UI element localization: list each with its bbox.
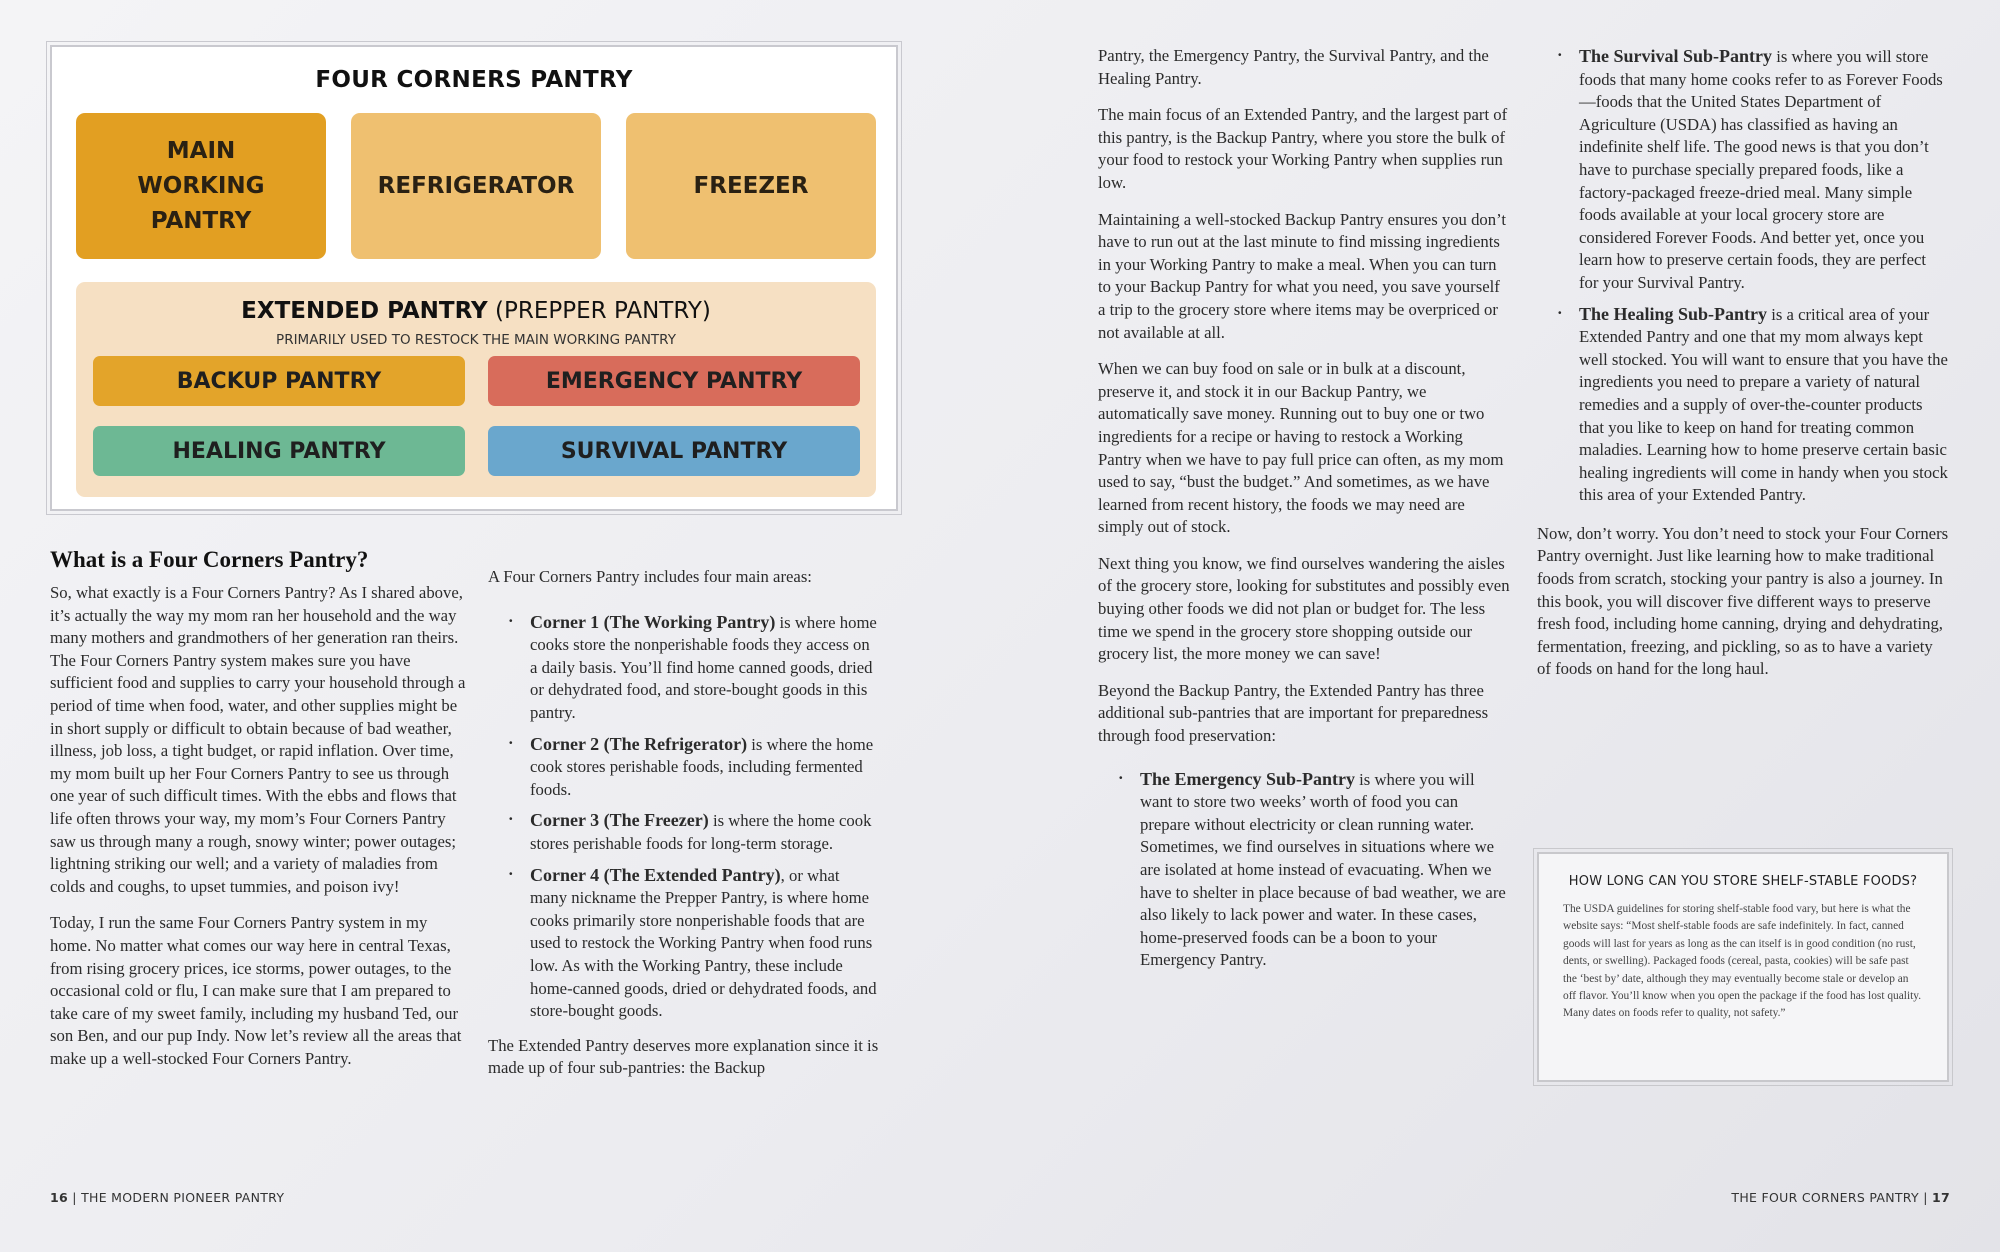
column-3 bbox=[1098, 45, 1510, 980]
diagram-title: FOUR CORNERS PANTRY bbox=[315, 67, 633, 93]
backup-pantry-pill bbox=[93, 356, 465, 406]
list-item-title: The Healing Sub-Pantry bbox=[1579, 303, 1768, 324]
list-item bbox=[488, 864, 880, 1023]
sidebar-body: The USDA guidelines for storing shelf-stable food vary, but here is what the website says: “Most shelf-stable foods are safe indefinitely. In fact, canned goods will last for years as long as the can itself is in good condition (no rust, dents, or swelling). Packaged foods (cereal, pasta, cookies) will be safe past the ‘best by’ date, although they may eventually become stale or develop an off flavor. You’ll know when you open the package if the food has lost quality. Many dates on foods refer to quality, not safety.” bbox=[1563, 903, 1922, 1020]
list-item bbox=[488, 733, 880, 802]
page-number-left: 16 bbox=[50, 1190, 68, 1205]
extended-pantry-alt-title: (PREPPER PANTRY) bbox=[495, 298, 711, 324]
survival-pantry-label: SURVIVAL PANTRY bbox=[560, 438, 788, 464]
column-2 bbox=[488, 566, 880, 1094]
list-item-title: Corner 2 (The Refrigerator) bbox=[530, 733, 748, 754]
book-title: THE MODERN PIONEER PANTRY bbox=[81, 1190, 285, 1205]
list-item-text: is where you will want to store two weeks’ worth of food you can prepare without electricity or clean running water. Sometimes, we find ourselves in situations where we are isolated at home instead of evacuating. When we have to shelter in place because of bad weather, we are also likely to lack power and water. In these cases, home-preserved foods can be a boon to your Emergency Pantry. bbox=[1140, 769, 1506, 970]
freezer-label: FREEZER bbox=[693, 172, 809, 199]
four-corners-diagram bbox=[50, 45, 898, 511]
paragraph: Now, don’t worry. You don’t need to stock your Four Corners Pantry overnight. Just like learning how to make traditional foods from scratch, stocking your pantry is also a journey. In this book, you will discover five different ways to preserve fresh food, including home canning, drying and dehydrating, fermentation, freezing, and pickling, so as to have a variety of foods on hand for the long haul. bbox=[1537, 523, 1949, 679]
refrigerator-label: REFRIGERATOR bbox=[377, 172, 575, 199]
survival-pantry-pill bbox=[488, 426, 860, 476]
list-item-title: The Emergency Sub-Pantry bbox=[1140, 768, 1355, 789]
list-item-text: is where the home cook stores perishable foods for long-term storage. bbox=[530, 811, 872, 853]
list-item bbox=[488, 611, 880, 725]
emergency-pantry-pill bbox=[488, 356, 860, 406]
extended-pantry-subtitle: PRIMARILY USED TO RESTOCK THE MAIN WORKING PANTRY bbox=[276, 332, 676, 348]
list-item-text: is where you will store foods that many home cooks refer to as Forever Foods—foods that the United States Department of Agriculture (USDA) has classified as having an indefinite shelf life. The good news is that you don’t have to purchase specially prepared foods, like a factory-packaged freeze-dried meal. Many simple foods available at your local grocery store are considered Forever Foods. And better yet, once you learn how to preserve certain foods, they are perfect for your Survival Pantry. bbox=[1579, 47, 1943, 292]
list-item bbox=[1537, 303, 1949, 507]
list-item-text: is where the home cook stores perishable foods, including fermented foods. bbox=[530, 734, 874, 799]
list-item-text: is a critical area of your Extended Pantry and one that my mom always kept well stocked. You will want to ensure that you have the ingredients you need to prepare a variety of natural remedies and a supply of over-the-counter products that you like to keep on hand for treating common maladies. Learning how to home preserve certain basic healing ingredients will come in handy when you stock this area of your Extended Pantry. bbox=[1579, 304, 1948, 505]
folio-separator: | bbox=[1918, 1190, 1932, 1205]
shelf-stable-sidebar bbox=[1537, 852, 1949, 1082]
column-1 bbox=[50, 546, 470, 1084]
main-working-pantry-box bbox=[76, 113, 326, 259]
list-item-text: , or what many nickname the Prepper Pantry, is where home cooks primarily store nonperishable foods that are used to restock the Working Pantry when food runs low. As with the Working Pantry, these include home-canned goods, dried or dehydrated foods, and store-bought goods. bbox=[530, 865, 877, 1021]
main-working-pantry-label: MAIN WORKING PANTRY bbox=[137, 137, 265, 234]
left-folio bbox=[50, 1190, 284, 1205]
paragraph: A Four Corners Pantry includes four main areas: bbox=[488, 567, 812, 586]
list-item-title: Corner 1 (The Working Pantry) bbox=[530, 611, 776, 632]
list-item bbox=[1537, 45, 1949, 295]
list-item-title: Corner 3 (The Freezer) bbox=[530, 810, 709, 831]
extended-pantry-title: EXTENDED PANTRY bbox=[241, 298, 488, 324]
paragraph: When we can buy food on sale or in bulk at a discount, preserve it, and stock it in our Backup Pantry, we automatically save money. Running out to buy one or two ingredients for a recipe or having to restock a Working Pantry when we have to pay full price can often, as my mom used to say, “bust the budget.” And sometimes, as we have learned from recent history, the foods we may need are simply out of stock. bbox=[1098, 359, 1504, 537]
section-heading: What is a Four Corners Pantry? bbox=[50, 547, 369, 572]
healing-pantry-label: HEALING PANTRY bbox=[172, 438, 386, 464]
paragraph: Beyond the Backup Pantry, the Extended Pantry has three additional sub-pantries that are important for preparedness through food preservation: bbox=[1098, 680, 1489, 746]
refrigerator-box bbox=[351, 113, 601, 259]
list-item-title: Corner 4 (The Extended Pantry) bbox=[530, 864, 781, 885]
paragraph: The Extended Pantry deserves more explanation since it is made up of four sub-pantries: the Backup bbox=[488, 1035, 879, 1078]
list-item bbox=[1098, 768, 1510, 972]
sub-pantry-list-2 bbox=[1537, 45, 1949, 507]
freezer-box bbox=[626, 113, 876, 259]
paragraph: Next thing you know, we find ourselves wandering the aisles of the grocery store, looking for substitutes and possibly even buying other foods we did not plan or budget for. The less time we spend in the grocery store shopping outside our grocery list, the more money we can save! bbox=[1098, 553, 1510, 664]
backup-pantry-label: BACKUP PANTRY bbox=[176, 368, 382, 394]
folio-separator: | bbox=[68, 1190, 82, 1205]
healing-pantry-pill bbox=[93, 426, 465, 476]
list-item-title: The Survival Sub-Pantry bbox=[1579, 46, 1773, 66]
sidebar-title: HOW LONG CAN YOU STORE SHELF-STABLE FOODS? bbox=[1568, 874, 1918, 889]
column-4 bbox=[1537, 45, 1949, 695]
page-number-right: 17 bbox=[1932, 1190, 1950, 1205]
paragraph: Today, I run the same Four Corners Pantry system in my home. No matter what comes our way here in central Texas, from rising grocery prices, ice storms, power outages, to the occasional cold or flu, I can make sure that I am prepared to take care of my sweet family, including my husband Ted, our son Ben, and our pup Indy. Now let’s review all the areas that make up a well-stocked Four Corners Pantry. bbox=[50, 913, 462, 1068]
extended-pantry-heading bbox=[76, 298, 876, 324]
paragraph: The main focus of an Extended Pantry, and the largest part of this pantry, is the Backup Pantry, where you store the bulk of your food to restock your Working Pantry when supplies run low. bbox=[1098, 105, 1508, 192]
list-item-text: is where home cooks store the nonperishable foods they access on a daily basis. You’ll find home canned goods, dried or dehydrated food, and store-bought goods in this pantry. bbox=[530, 612, 877, 722]
paragraph: Pantry, the Emergency Pantry, the Survival Pantry, and the Healing Pantry. bbox=[1098, 46, 1489, 88]
paragraph: So, what exactly is a Four Corners Pantry? As I shared above, it’s actually the way my mom ran her household and the way many mothers and grandmothers of her generation ran theirs. The Four Corners Pantry system makes sure you have sufficient food and supplies to carry your household through a period of time when food, water, and other supplies might be in short supply or difficult to obtain because of bad weather, illness, job loss, a tight budget, or rapid inflation. Over time, my mom built up her Four Corners Pantry to see us through one year of such difficult times. With the ebbs and flows that life often throws your way, my mom’s Four Corners Pantry saw us through many a rough, snowy winter; power outages; lightning striking our well; and a variety of maladies from colds and coughs, to upset tummies, and poison ivy! bbox=[50, 583, 466, 896]
extended-pantry-panel bbox=[76, 282, 876, 497]
sub-pantry-list bbox=[1098, 768, 1510, 972]
paragraph: Maintaining a well-stocked Backup Pantry ensures you don’t have to run out at the last minute to find missing ingredients in your Working Pantry to make a meal. When you can turn to your Backup Pantry for what you need, you save yourself a trip to the grocery store where items may be overpriced or not available at all. bbox=[1098, 209, 1506, 342]
emergency-pantry-label: EMERGENCY PANTRY bbox=[545, 368, 803, 394]
right-folio bbox=[1731, 1190, 1950, 1205]
chapter-title: THE FOUR CORNERS PANTRY bbox=[1731, 1190, 1919, 1205]
corners-list bbox=[488, 611, 880, 1023]
list-item bbox=[488, 809, 880, 855]
